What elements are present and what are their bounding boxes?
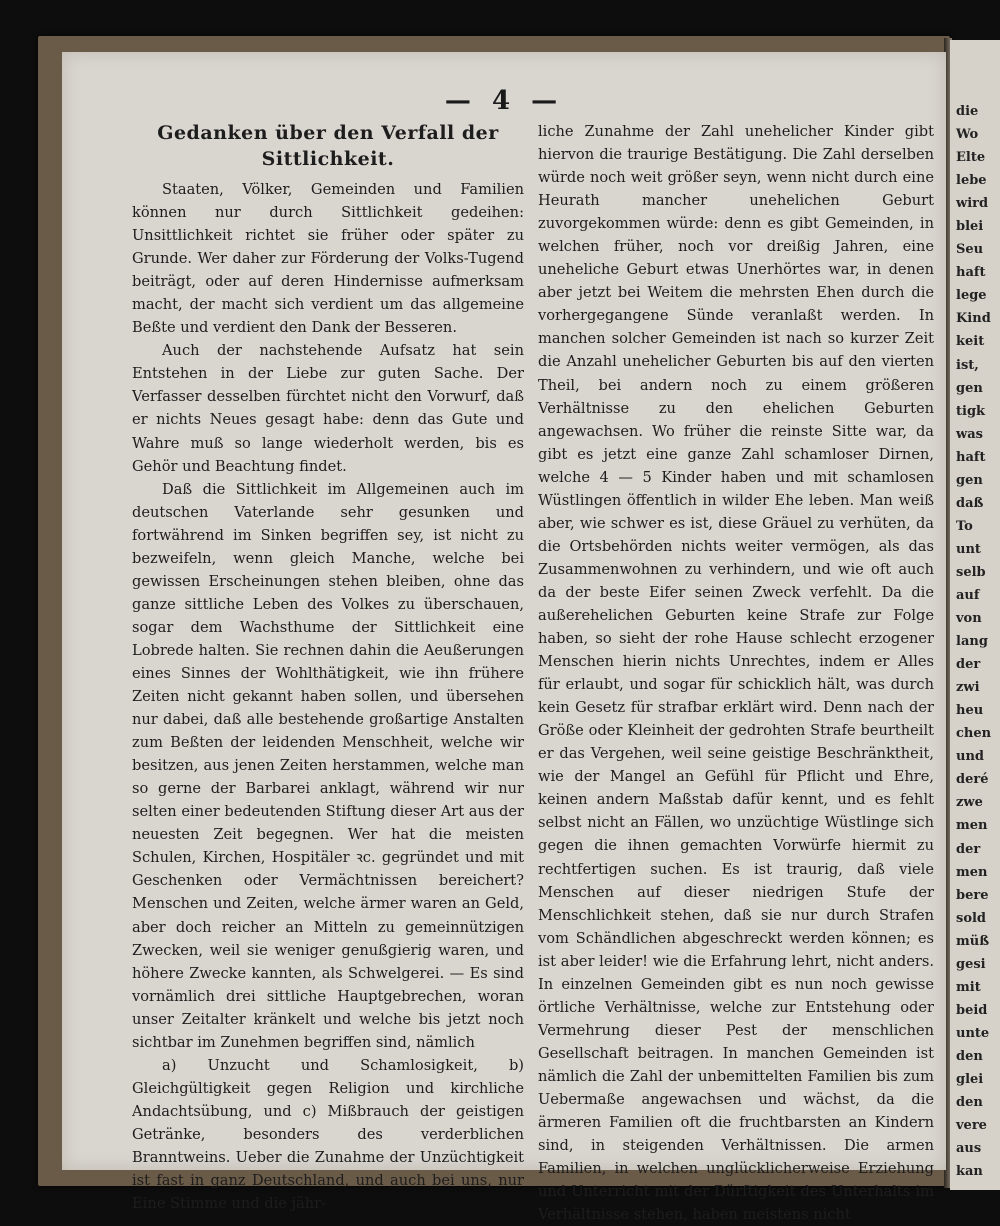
paragraph: Staaten, Völker, Gemeinden und Familien können nur durch Sittlichkeit gedeihen: Unsittlichkeit richtet sie früher oder später zu Grunde. Wer daher zur Förderung der Volks-Tugend beiträgt, oder auf deren Hindernisse aufmerksam macht, der macht sich verdient um das allgemeine Beßte und verdient den Dank der Besseren. [132,181,524,337]
paragraph: liche Zunahme der Zahl unehelicher Kinder gibt hiervon die traurige Bestätigung. Die Zahl derselben würde noch weit größer seyn, wenn nicht durch eine Heurath mancher unehelichen Geburt zuvorgekommen würde: denn es gibt Gemeinden, in welchen früher, noch vor dreißig Jahren, eine uneheliche Geburt etwas Unerhörtes war, in denen aber jetzt bei Weitem die mehrsten Ehen durch die vorhergegangene Sünde veranlaßt werden. In manchen solcher Gemeinden ist nach so kurzer Zeit die Anzahl unehelicher Geburten bis auf den vierten Theil, bei andern noch zu einem größeren Verhältnisse zu den ehelichen Geburten angewachsen. Wo früher die reinste Sitte war, da gibt es jetzt eine ganze Zahl schamloser Dirnen, welche 4 — 5 Kinder haben und mit schamlosen Wüstlingen öffentlich in wilder Ehe leben. Man weiß aber, wie schwer es ist, diese Gräuel zu verhüten, da die Ortsbehörden nichts weiter vermögen, als das Zusammenwohnen zu verhindern, und wie oft auch da der beste Eifer seinen Zweck verfehlt. Da die außerehelichen Geburten keine Strafe zur Folge haben, so sieht der rohe Hause schlecht erzogener Menschen hierin nichts Unrechtes, indem er Alles für erlaubt, und sogar für schicklich hält, was durch kein Gesetz für strafbar erklärt wird. Denn nach der Größe oder Kleinheit der gedrohten Strafe beurtheilt er das Vergehen, weil seine geistige Beschränktheit, wie der Mangel an Gefühl für Pflicht und Ehre, keinen andern Maßstab dafür kennt, und es fehlt selbst nicht an Fällen, wo unzüchtige Wüstlinge sich gegen die ihnen gemachten Vorwürfe hiermit zu rechtfertigen suchen. Es ist traurig, daß viele Menschen auf dieser niedrigen Stufe der Menschlichkeit stehen, daß sie nur durch Strafen vom Schändlichen abgeschreckt werden können; es ist aber leider! wie die Erfahrung lehrt, nicht anders. In einzelnen Gemeinden gibt es nun noch gewisse örtliche Verhältnisse, welche zur Entstehung oder Vermehrung dieser Pest der menschlichen Gesellschaft beitragen. In manchen Gemeinden ist nämlich die Zahl der unbemittelten Familien bis zum Uebermaße angewachsen und wächst, da die ärmeren Familien oft die fruchtbarsten an Kindern sind, in steigenden Verhältnissen. Die armen Familien, in welchen unglücklicherweise Erziehung und Unterricht mit der Dürftigkeit des Unterhalts im Verhältnisse stehen, haben meistens nicht [538,123,934,1224]
left-column [132,120,524,1215]
paragraph: Daß die Sittlichkeit im Allgemeinen auch im deutschen Vaterlande sehr gesunken und fortwährend im Sinken begriffen sey, ist nicht zu bezweifeln, wenn gleich Manche, welche bei gewissen Erscheinungen stehen bleiben, ohne das ganze sittliche Leben des Volkes zu überschauen, sogar dem Wachsthume der Sittlichkeit eine Lobrede halten. Sie rechnen dahin die Aeußerungen eines Sinnes der Wohlthätigkeit, wie ihn frühere Zeiten nicht gekannt haben sollen, und übersehen nur dabei, daß alle bestehende großartige Anstalten zum Beßten der leidenden Menschheit, welche wir besitzen, aus jenen Zeiten herstammen, welche man so gerne der Barbarei anklagt, während wir nur selten einer bedeutenden Stiftung dieser Art aus der neuesten Zeit begegnen. Wer hat die meisten Schulen, Kirchen, Hospitäler ꝛc. gegründet und mit Geschenken oder Vermächtnissen bereichert? Menschen und Zeiten, welche ärmer waren an Geld, aber doch reicher an Mitteln zu gemeinnützigen Zwecken, weil sie weniger genußgierig waren, und höhere Zwecke kannten, als Schwelgerei. — Es sind vornämlich drei sittliche Hauptgebrechen, woran unser Zeitalter kränkelt und welche bis jetzt noch sichtbar im Zunehmen begriffen sind, nämlich [132,480,524,1051]
paragraph: Auch der nachstehende Aufsatz hat sein Entstehen in der Liebe zur guten Sache. Der Verfasser desselben fürchtet nicht den Vorwurf, daß er nichts Neues gesagt habe: denn das Gute und Wahre muß so lange wiederholt werden, bis es Gehör und Beachtung findet. [132,342,524,475]
article-heading: Gedanken über den Verfall der Sittlichkeit. [157,122,499,170]
facing-page-edge [950,40,1000,1190]
right-column [538,120,934,1226]
book-page [62,52,946,1224]
paragraph: a) Unzucht und Schamlosigkeit, b) Gleichgültigkeit gegen Religion und kirchliche Andachtsübung, und c) Mißbrauch der geistigen Getränke, besonders des verderblichen Branntweins. Ueber die Zunahme der Unzüchtigkeit ist fast in ganz Deutschland, und auch bei uns, nur Eine Stimme und die jähr- [132,1056,524,1213]
facing-page-fragments: die Wo Elte lebe wird blei Seu haft lege Kind keit ist, gen tigk was haft gen daß To unt selb auf von lang der zwi heu chen und deré zwe men der men bere sold müß gesi mit beid unte den glei den vere aus kan [956,104,992,1180]
page-number: — 4 — [444,86,564,116]
